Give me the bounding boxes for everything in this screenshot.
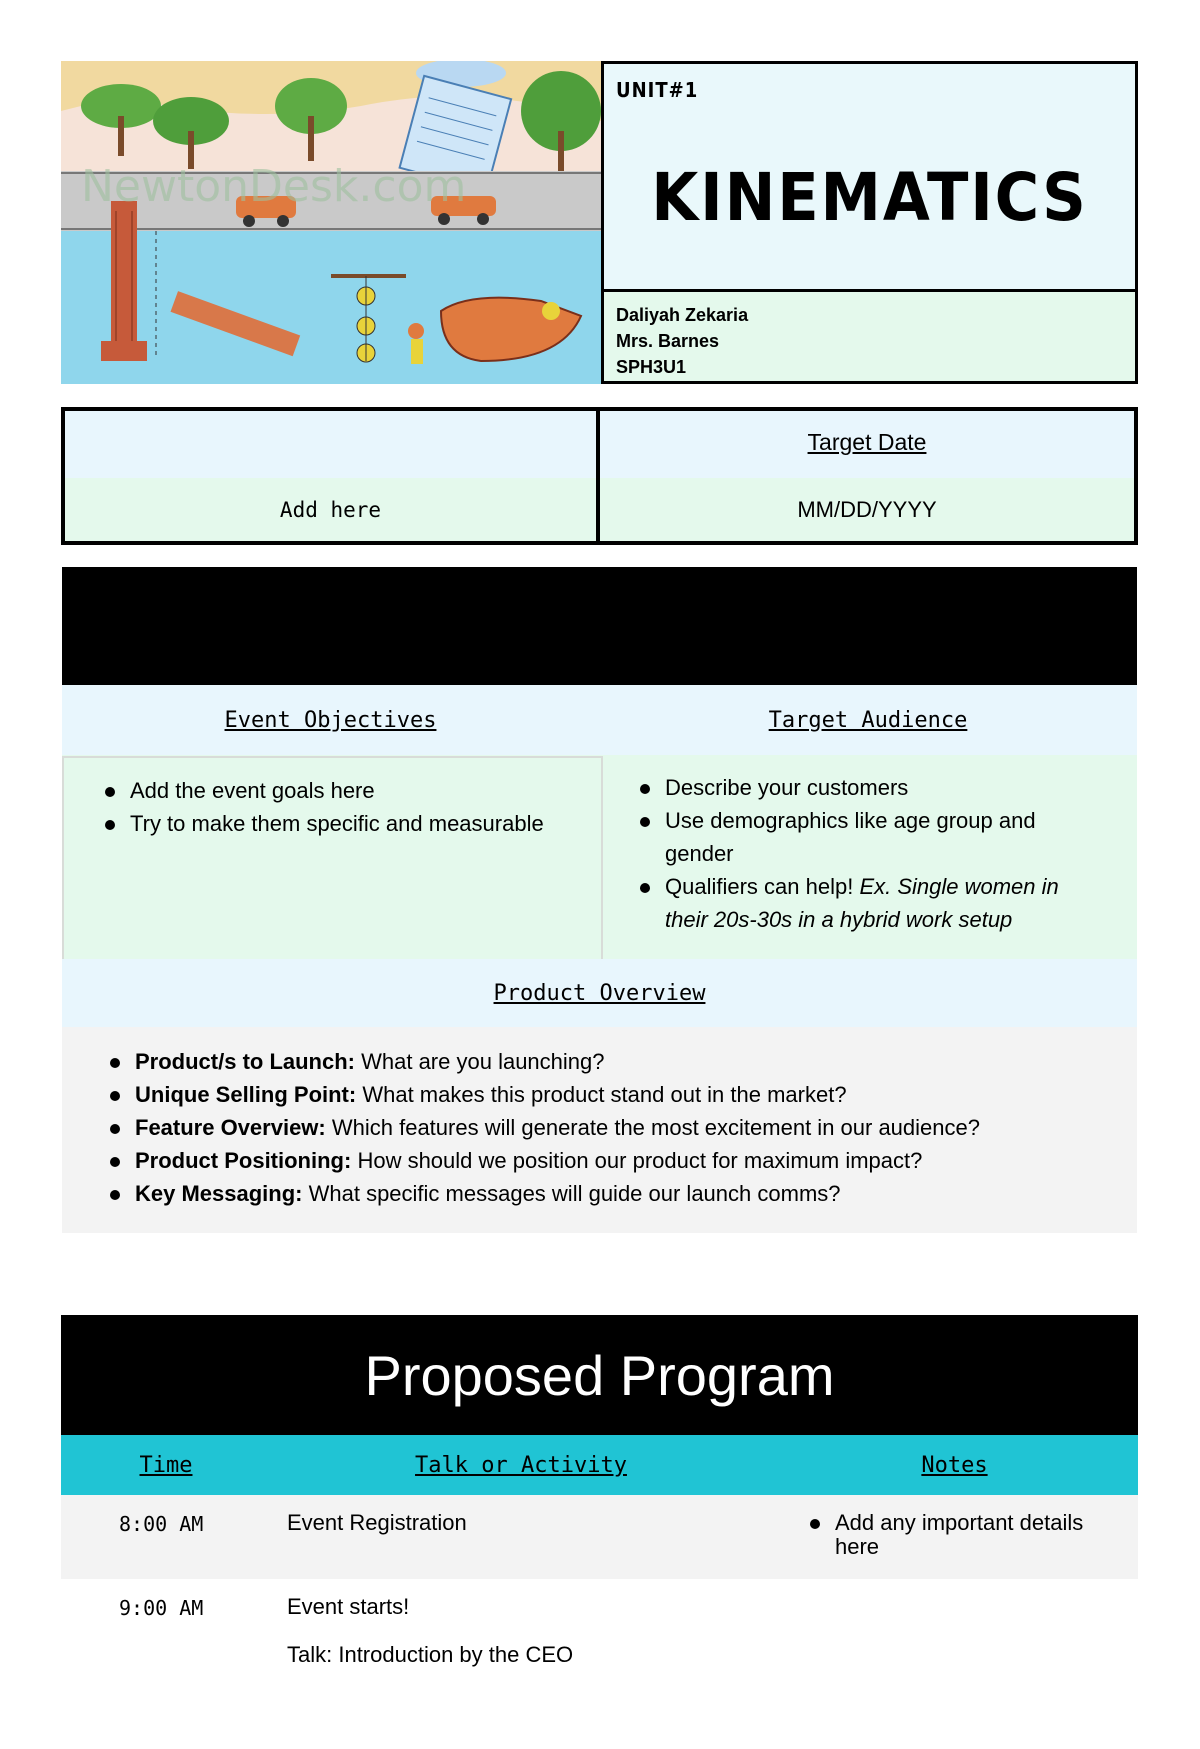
time-column-heading: Time bbox=[139, 1452, 193, 1478]
row-notes bbox=[799, 1511, 1119, 1559]
item-label: Product Positioning: bbox=[135, 1148, 352, 1173]
event-objectives-cell bbox=[62, 756, 603, 962]
student-info bbox=[604, 289, 1135, 381]
list-item: Try to make them specific and measurable bbox=[94, 807, 601, 840]
product-overview-body bbox=[62, 1027, 1137, 1233]
row-activity-detail: Talk: Introduction by the CEO bbox=[287, 1642, 574, 1667]
program-header-row bbox=[61, 1435, 1138, 1495]
list-item: Use demographics like age group and gender bbox=[629, 804, 1107, 870]
list-item: Add any important details here bbox=[799, 1511, 1119, 1559]
row-time: 8:00 AM bbox=[119, 1512, 204, 1536]
event-objectives-list bbox=[64, 758, 601, 840]
unit-header-panel bbox=[601, 61, 1138, 384]
item-text: What specific messages will guide our launch comms? bbox=[302, 1181, 841, 1206]
item-text: What makes this product stand out in the market? bbox=[356, 1082, 847, 1107]
table-row bbox=[61, 1495, 1138, 1579]
row-activity: Event Registration bbox=[287, 1510, 467, 1535]
qualifier-example: Ex. Single women in their 20s-30s in a hybrid work setup bbox=[665, 874, 1059, 932]
objectives-header bbox=[62, 685, 1137, 755]
target-date-field[interactable]: MM/DD/YYYY bbox=[797, 496, 937, 522]
list-item bbox=[99, 1045, 1137, 1078]
objectives-body bbox=[62, 755, 1137, 959]
program-title: Proposed Program bbox=[61, 1315, 1138, 1435]
list-item: Describe your customers bbox=[629, 771, 1107, 804]
target-audience-heading: Target Audience bbox=[768, 707, 968, 733]
kinematics-illustration bbox=[61, 61, 601, 384]
product-overview-heading: Product Overview bbox=[62, 959, 1137, 1027]
qualifier-text: Qualifiers can help! bbox=[665, 874, 860, 899]
list-item: Add the event goals here bbox=[94, 774, 601, 807]
target-date-heading: Target Date bbox=[807, 429, 927, 455]
item-label: Unique Selling Point: bbox=[135, 1082, 357, 1107]
teacher-name: Mrs. Barnes bbox=[616, 331, 720, 351]
activity-column-heading: Talk or Activity bbox=[415, 1452, 627, 1478]
row-activity: Event starts! bbox=[287, 1594, 410, 1619]
unit-title: KINEMATICS bbox=[651, 159, 1088, 236]
table-divider bbox=[596, 411, 600, 541]
item-text: Which features will generate the most excitement in our audience? bbox=[325, 1115, 980, 1140]
black-banner bbox=[62, 567, 1137, 685]
row-time: 9:00 AM bbox=[119, 1596, 204, 1620]
product-overview-list bbox=[99, 1045, 1137, 1210]
event-objectives-heading: Event Objectives bbox=[224, 707, 437, 733]
item-label: Feature Overview: bbox=[135, 1115, 326, 1140]
list-item bbox=[99, 1111, 1137, 1144]
item-text: What are you launching? bbox=[355, 1049, 605, 1074]
student-name: Daliyah Zekaria bbox=[616, 305, 749, 325]
list-item bbox=[99, 1177, 1137, 1210]
unit-label: UNIT#1 bbox=[616, 78, 699, 102]
target-audience-list bbox=[599, 755, 1137, 936]
item-label: Key Messaging: bbox=[135, 1181, 303, 1206]
list-item bbox=[99, 1078, 1137, 1111]
course-code: SPH3U1 bbox=[616, 357, 687, 377]
notes-column-heading: Notes bbox=[921, 1452, 988, 1478]
item-label: Product/s to Launch: bbox=[135, 1049, 355, 1074]
add-here-field[interactable]: Add here bbox=[279, 497, 382, 522]
target-date-table bbox=[61, 407, 1138, 545]
list-item bbox=[629, 870, 1107, 936]
table-row bbox=[61, 1579, 1138, 1729]
item-text: How should we position our product for maximum impact? bbox=[351, 1148, 923, 1173]
svg-text:NewtonDesk.com: NewtonDesk.com bbox=[81, 161, 467, 212]
list-item bbox=[99, 1144, 1137, 1177]
header-illustration bbox=[61, 61, 601, 384]
target-audience-cell bbox=[599, 755, 1137, 959]
